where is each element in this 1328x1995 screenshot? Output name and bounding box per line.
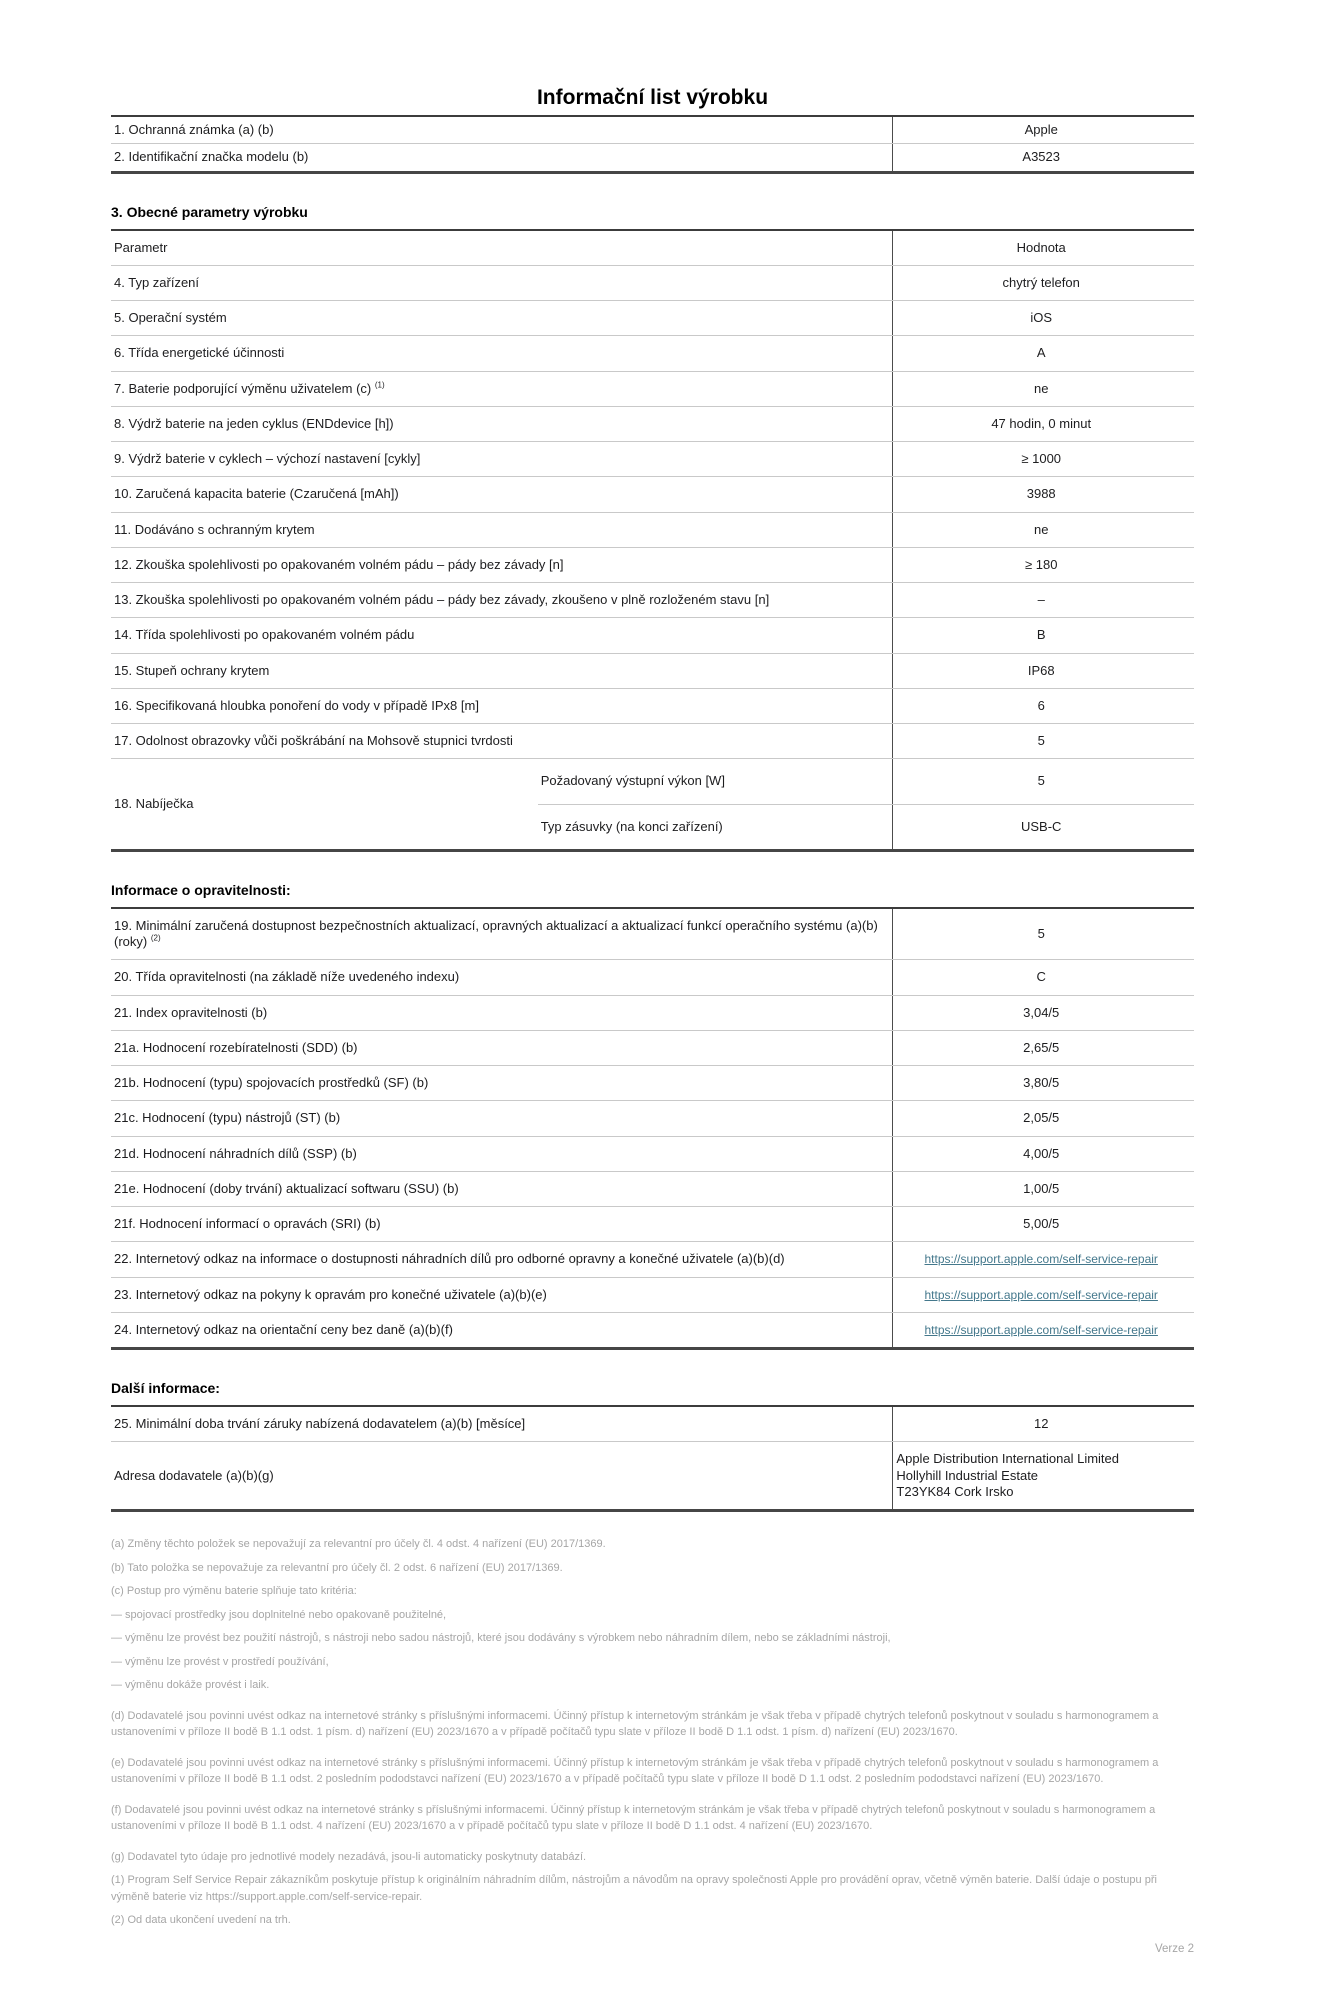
row-value: 5	[893, 724, 1194, 759]
charger-subrow-label: Typ zásuvky (na konci zařízení)	[540, 818, 723, 834]
additional-info-table	[111, 1405, 1194, 1512]
table-row	[111, 583, 1194, 618]
row-label: 13. Zkouška spolehlivosti po opakovaném volném pádu – pády bez závady, zkoušeno v plně rozloženém stavu [n]	[111, 583, 893, 618]
charger-subrow-value: 5	[893, 759, 1194, 804]
table-row	[111, 144, 1194, 172]
table-row	[111, 1136, 1194, 1171]
row-value	[893, 1277, 1194, 1312]
row-label: 12. Zkouška spolehlivosti po opakovaném volném pádu – pády bez závady [n]	[111, 547, 893, 582]
table-row	[111, 477, 1194, 512]
footnote: (1) Program Self Service Repair zákazníkům poskytuje přístup k originálním náhradním dílům, nástrojům a návodům na opravy společnosti Apple pro provádění oprav, včetně výměn baterie. Další údaje o postupu při výměně baterie viz https://support.apple.com/self-service-repair.	[111, 1874, 1157, 1903]
footnote: (f) Dodavatelé jsou povinni uvést odkaz na internetové stránky s příslušnými informacemi. Účinný přístup k internetovým stránkám je však třeba v případě chytrých telefonů poskytnout v souladu s harmonogramem a ustanoveními v příloze II bodě B 1.1 odst. 4 nařízení (EU) 2023/1670 a v případě počítačů typu slate v příloze II bodě D 1.1 odst. 4 nařízení (EU) 2023/1670.	[111, 1803, 1156, 1832]
row-label: 2. Identifikační značka modelu (b)	[114, 149, 309, 165]
table-row	[111, 688, 1194, 723]
row-value: 1,00/5	[893, 1171, 1194, 1206]
table-row	[111, 116, 1194, 144]
footnote-ref-2: (2)	[150, 933, 161, 943]
footnote: (b) Tato položka se nepovažuje za relevantní pro účely čl. 2 odst. 6 nařízení (EU) 2017/1369.	[111, 1561, 563, 1574]
charger-subrow-label: Požadovaný výstupní výkon [W]	[538, 759, 893, 804]
row-value: 3988	[893, 477, 1194, 512]
table-row	[111, 301, 1194, 336]
row-value: C	[893, 960, 1194, 995]
row-value: IP68	[893, 653, 1194, 688]
section-heading-general: 3. Obecné parametry výrobku	[111, 203, 308, 220]
footnote: (a) Změny těchto položek se nepovažují za relevantní pro účely čl. 4 odst. 4 nařízení (EU) 2017/1369.	[111, 1538, 606, 1550]
repairability-table	[111, 907, 1194, 1350]
table-row	[111, 908, 1194, 960]
row-label: 4. Typ zařízení	[111, 265, 893, 300]
footnote-ref-1: (1)	[374, 380, 385, 390]
row-value: 5	[893, 908, 1194, 960]
row-label: 18. Nabíječka	[111, 759, 538, 851]
table-row	[111, 724, 1194, 759]
row-value: Apple	[893, 116, 1194, 144]
row-value	[893, 1312, 1194, 1348]
row-value: 3,80/5	[893, 1066, 1194, 1101]
row-value: A3523	[893, 144, 1194, 172]
self-service-repair-link[interactable]: https://support.apple.com/self-service-repair	[924, 1252, 1158, 1267]
row-label: 20. Třída opravitelnosti (na základě níže uvedeného indexu)	[111, 960, 893, 995]
footnote: — výměnu lze provést v prostředí používání,	[111, 1655, 329, 1668]
charger-subrow-value: USB-C	[893, 804, 1194, 850]
row-value: 2,65/5	[893, 1030, 1194, 1065]
row-label: 21. Index opravitelnosti (b)	[111, 995, 893, 1030]
row-value: 12	[893, 1406, 1194, 1442]
row-label: 19. Minimální zaručená dostupnost bezpečnostních aktualizací, opravných aktualizací a aktualizací funkcí operačního systému (a)(b)(roky) $^{(2)}$	[111, 908, 893, 960]
version-label: Verze 2	[1155, 1942, 1194, 1955]
table-row	[111, 442, 1194, 477]
footnote: (c) Postup pro výměnu baterie splňuje tato kritéria:	[111, 1585, 357, 1597]
row-label: 21d. Hodnocení náhradních dílů (SSP) (b)	[111, 1136, 893, 1171]
table-row	[111, 406, 1194, 441]
column-header-parameter: Parametr	[111, 230, 893, 266]
table-row	[111, 1207, 1194, 1242]
row-label: 17. Odolnost obrazovky vůči poškrábání na Mohsově stupnici tvrdosti	[111, 724, 893, 759]
row-value: iOS	[893, 301, 1194, 336]
row-value: chytrý telefon	[893, 265, 1194, 300]
table-row	[111, 1277, 1194, 1312]
row-value	[893, 1242, 1194, 1277]
table-row	[111, 371, 1194, 406]
footnote: — výměnu dokáže provést i laik.	[111, 1679, 270, 1691]
supplier-address-line: Apple Distribution International Limited	[896, 1451, 1119, 1467]
self-service-repair-link[interactable]: https://support.apple.com/self-service-repair	[924, 1287, 1158, 1302]
row-value: B	[893, 618, 1194, 653]
row-label: 21c. Hodnocení (typu) nástrojů (ST) (b)	[111, 1101, 893, 1136]
table-row	[111, 1442, 1194, 1511]
footnote: (d) Dodavatelé jsou povinni uvést odkaz na internetové stránky s příslušnými informacemi. Účinný přístup k internetovým stránkám je však třeba v případě chytrých telefonů poskytnout v souladu s harmonogramem a ustanoveními v příloze II bodě B 1.1 odst. 1 písm. d) nařízení (EU) 2023/1670 a v případě počítačů typu slate v příloze II bodě D 1.1 odst. 1 písm. d) nařízení (EU) 2023/1670.	[111, 1709, 1159, 1738]
row-label: 21e. Hodnocení (doby trvání) aktualizací softwaru (SSU) (b)	[111, 1171, 893, 1206]
supplier-address	[893, 1442, 1194, 1511]
supplier-address-line: T23YK84 Cork Irsko	[896, 1483, 1014, 1499]
row-label: 22. Internetový odkaz na informace o dostupnosti náhradních dílů pro odborné opravny a konečné uživatele (a)(b)(d)	[111, 1242, 893, 1277]
table-row	[111, 512, 1194, 547]
table-row	[111, 547, 1194, 582]
table-row	[111, 1066, 1194, 1101]
table-row	[111, 1171, 1194, 1206]
row-label: 21f. Hodnocení informací o opravách (SRI) (b)	[111, 1207, 893, 1242]
table-row	[111, 1406, 1194, 1442]
footnote: (e) Dodavatelé jsou povinni uvést odkaz na internetové stránky s příslušnými informacemi. Účinný přístup k internetovým stránkám je však třeba v případě chytrých telefonů poskytnout v souladu s harmonogramem a ustanoveními v příloze II bodě B 1.1 odst. 2 posledním pododstavci nařízení (EU) 2023/1670 a v případě počítačů typu slate v příloze II bodě D 1.1 odst. 2 posledním pododstavci nařízení (EU) 2023/1670.	[111, 1756, 1159, 1785]
row-value: ne	[893, 371, 1194, 406]
table-row-charger	[111, 759, 1194, 804]
row-label: 10. Zaručená kapacita baterie (Czaručená [mAh])	[111, 477, 893, 512]
row-label: 11. Dodáváno s ochranným krytem	[111, 512, 893, 547]
row-label: 16. Specifikovaná hloubka ponoření do vody v případě IPx8 [m]	[111, 688, 893, 723]
section-heading-repairability: Informace o opravitelnosti:	[111, 881, 291, 898]
row-label: 24. Internetový odkaz na orientační ceny bez daně (a)(b)(f)	[114, 1321, 453, 1337]
footnote: — výměnu lze provést bez použití nástrojů, s nástroji nebo sadou nástrojů, které jsou dodávány s výrobkem nebo náhradním dílem, nebo se základními nástroji,	[111, 1632, 891, 1644]
row-value: 5,00/5	[893, 1207, 1194, 1242]
footnotes	[111, 1536, 1194, 1929]
row-value: 3,04/5	[893, 995, 1194, 1030]
row-label: 23. Internetový odkaz na pokyny k opravám pro konečné uživatele (a)(b)(e)	[111, 1277, 893, 1312]
row-label: 7. Baterie podporující výměnu uživatelem (c) $^{(1)}$	[111, 371, 893, 406]
row-label: 5. Operační systém	[111, 301, 893, 336]
general-parameters-table	[111, 229, 1194, 852]
identification-table	[111, 115, 1194, 174]
footnote: (2) Od data ukončení uvedení na trh.	[111, 1914, 291, 1926]
table-row	[111, 1312, 1194, 1348]
row-label: 9. Výdrž baterie v cyklech – výchozí nastavení [cykly]	[111, 442, 893, 477]
row-value: 2,05/5	[893, 1101, 1194, 1136]
row-value: –	[893, 583, 1194, 618]
row-label: 1. Ochranná známka (a) (b)	[111, 116, 893, 144]
row-value: 4,00/5	[893, 1136, 1194, 1171]
self-service-repair-link[interactable]: https://support.apple.com/self-service-repair	[924, 1322, 1158, 1337]
table-row	[111, 336, 1194, 371]
footnote: — spojovací prostředky jsou doplnitelné nebo opakovaně použitelné,	[111, 1608, 447, 1621]
row-label: Adresa dodavatele (a)(b)(g)	[114, 1467, 274, 1483]
table-row	[111, 618, 1194, 653]
row-label: 8. Výdrž baterie na jeden cyklus (ENDdevice [h])	[111, 406, 893, 441]
row-value: ≥ 180	[893, 547, 1194, 582]
supplier-address-line: Hollyhill Industrial Estate	[896, 1467, 1039, 1483]
footnote: (g) Dodavatel tyto údaje pro jednotlivé modely nezadává, jsou-li automaticky poskytnuty databází.	[111, 1850, 587, 1863]
section-heading-additional: Další informace:	[111, 1380, 220, 1396]
table-row	[111, 1030, 1194, 1065]
row-value: ne	[893, 512, 1194, 547]
page-title: Informační list výrobku	[536, 86, 769, 109]
table-row	[111, 1101, 1194, 1136]
table-row	[111, 1242, 1194, 1277]
row-label: 25. Minimální doba trvání záruky nabízená dodavatelem (a)(b) [měsíce]	[111, 1406, 893, 1442]
table-row	[111, 653, 1194, 688]
row-label: 21a. Hodnocení rozebíratelnosti (SDD) (b)	[111, 1030, 893, 1065]
row-label: 21b. Hodnocení (typu) spojovacích prostředků (SF) (b)	[111, 1066, 893, 1101]
row-value: A	[893, 336, 1194, 371]
table-row	[111, 265, 1194, 300]
table-row	[111, 960, 1194, 995]
table-row	[111, 995, 1194, 1030]
row-label: 14. Třída spolehlivosti po opakovaném volném pádu	[111, 618, 893, 653]
row-value: ≥ 1000	[893, 442, 1194, 477]
table-header-row	[111, 230, 1194, 266]
column-header-value: Hodnota	[893, 230, 1194, 266]
row-value: 6	[893, 688, 1194, 723]
row-label: 6. Třída energetické účinnosti	[111, 336, 893, 371]
row-value: 47 hodin, 0 minut	[893, 406, 1194, 441]
row-label: 15. Stupeň ochrany krytem	[111, 653, 893, 688]
